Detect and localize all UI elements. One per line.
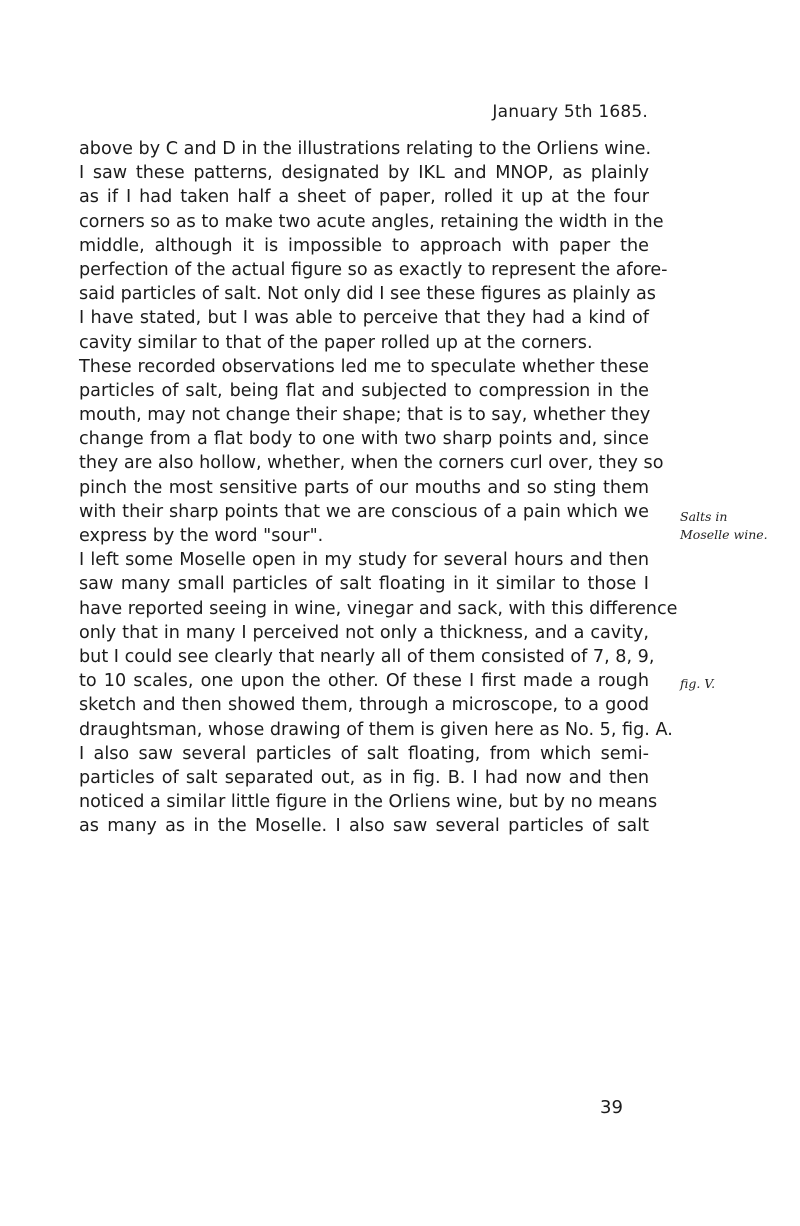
text-line: draughtsman, whose drawing of them is given here as No. 5, fig. A.	[79, 719, 673, 740]
text-line: sketch and then showed them, through a microscope, to a good	[79, 695, 649, 716]
text-line: perfection of the actual figure so as exactly to represent the afore-	[79, 259, 668, 280]
text-line: change from a flat body to one with two sharp points and, since	[79, 429, 649, 450]
text-line: to 10 scales, one upon the other. Of these I first made a rough	[79, 671, 649, 692]
text-line: noticed a similar little figure in the Orliens wine, but by no means	[79, 792, 658, 813]
text-line: pinch the most sensitive parts of our mouths and so sting them	[79, 477, 649, 498]
text-line: I have stated, but I was able to perceive that they had a kind of	[79, 308, 649, 329]
text-line: with their sharp points that we are conscious of a pain which we	[79, 501, 649, 522]
text-line: middle, although it is impossible to approach with paper the	[79, 235, 649, 256]
text-line: particles of salt, being flat and subjected to compression in the	[79, 380, 649, 401]
margin-note-line: Salts in	[680, 509, 728, 524]
text-line: as if I had taken half a sheet of paper, rolled it up at the four	[79, 187, 649, 208]
margin-note-salts	[680, 508, 768, 544]
margin-note-fig: fig. V.	[680, 676, 716, 691]
text-line: mouth, may not change their shape; that is to say, whether they	[79, 405, 651, 426]
text-line: but I could see clearly that nearly all of them consisted of 7, 8, 9,	[79, 646, 655, 667]
text-line: corners so as to make two acute angles, retaining the width in the	[79, 211, 664, 232]
text-line: I saw these patterns, designated by IKL and MNOP, as plainly	[79, 163, 649, 184]
page-number: 39	[600, 1097, 623, 1118]
text-line: said particles of salt. Not only did I see these figures as plainly as	[79, 284, 656, 305]
text-line: I also saw several particles of salt floating, from which semi-	[79, 743, 649, 764]
text-line: particles of salt separated out, as in fig. B. I had now and then	[79, 767, 649, 788]
text-line: above by C and D in the illustrations relating to the Orliens wine.	[79, 139, 652, 159]
running-head: January 5th 1685.	[492, 102, 648, 122]
text-line: express by the word "sour".	[79, 526, 324, 546]
text-line: These recorded observations led me to speculate whether these	[79, 356, 649, 377]
text-line: cavity similar to that of the paper rolled up at the corners.	[79, 332, 593, 353]
text-line: saw many small particles of salt floating in it similar to those I	[79, 574, 649, 595]
text-line: I left some Moselle open in my study for several hours and then	[79, 550, 649, 571]
body-text	[79, 137, 678, 838]
margin-note-line: Moselle wine.	[680, 527, 768, 542]
text-line: they are also hollow, whether, when the corners curl over, they so	[79, 453, 664, 474]
text-line: as many as in the Moselle. I also saw several particles of salt	[79, 816, 649, 837]
text-line: only that in many I perceived not only a thickness, and a cavity,	[79, 622, 649, 643]
text-line: have reported seeing in wine, vinegar and sack, with this difference	[79, 598, 678, 619]
